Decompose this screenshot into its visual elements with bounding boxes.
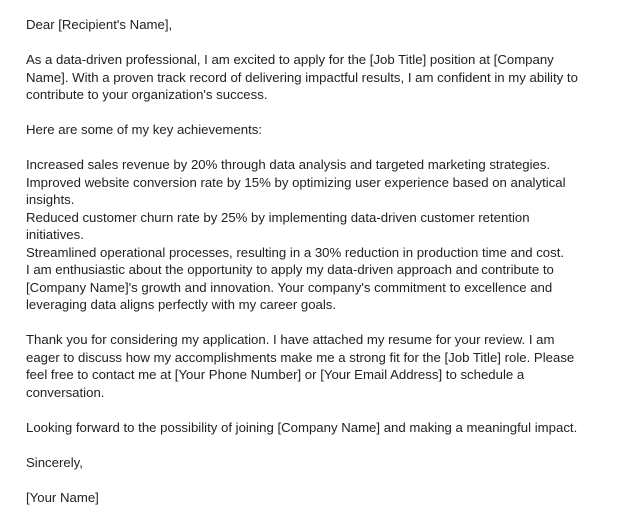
achievement-item: Improved website conversion rate by 15% by optimizing user experience based on analytical insights.	[26, 174, 566, 207]
achievement-item: Increased sales revenue by 20% through data analysis and targeted marketing strategies.	[26, 157, 551, 172]
enthusiasm-paragraph: I am enthusiastic about the opportunity to apply my data-driven approach and contribute to [Company Name]'s growth and innovation. Your company's commitment to excellence and leveraging data aligns perfectly with my career goals.	[26, 262, 554, 312]
thanks-paragraph: Thank you for considering my application. I have attached my resume for your review. I am eager to discuss how my accomplishments make me a strong fit for the [Job Title] role. Please feel free to contact me at [Your Phone Number] or [Your Email Address] to schedule a conversation.	[26, 332, 575, 400]
achievements-list	[26, 156, 591, 261]
signoff: Sincerely,	[26, 454, 83, 470]
cover-letter	[26, 16, 591, 524]
intro-paragraph: As a data-driven professional, I am excited to apply for the [Job Title] position at [Company Name]. With a proven track record of delivering impactful results, I am confident in my ability to contribute to your organization's success.	[26, 52, 578, 102]
achievement-item: Streamlined operational processes, resulting in a 30% reduction in production time and cost.	[26, 244, 565, 260]
signature: [Your Name]	[26, 489, 99, 505]
looking-forward-paragraph: Looking forward to the possibility of joining [Company Name] and making a meaningful impact.	[26, 419, 578, 435]
achievements-heading: Here are some of my key achievements:	[26, 122, 263, 137]
greeting: Dear [Recipient's Name],	[26, 17, 173, 32]
achievement-item: Reduced customer churn rate by 25% by implementing data-driven customer retention initiatives.	[26, 209, 530, 242]
